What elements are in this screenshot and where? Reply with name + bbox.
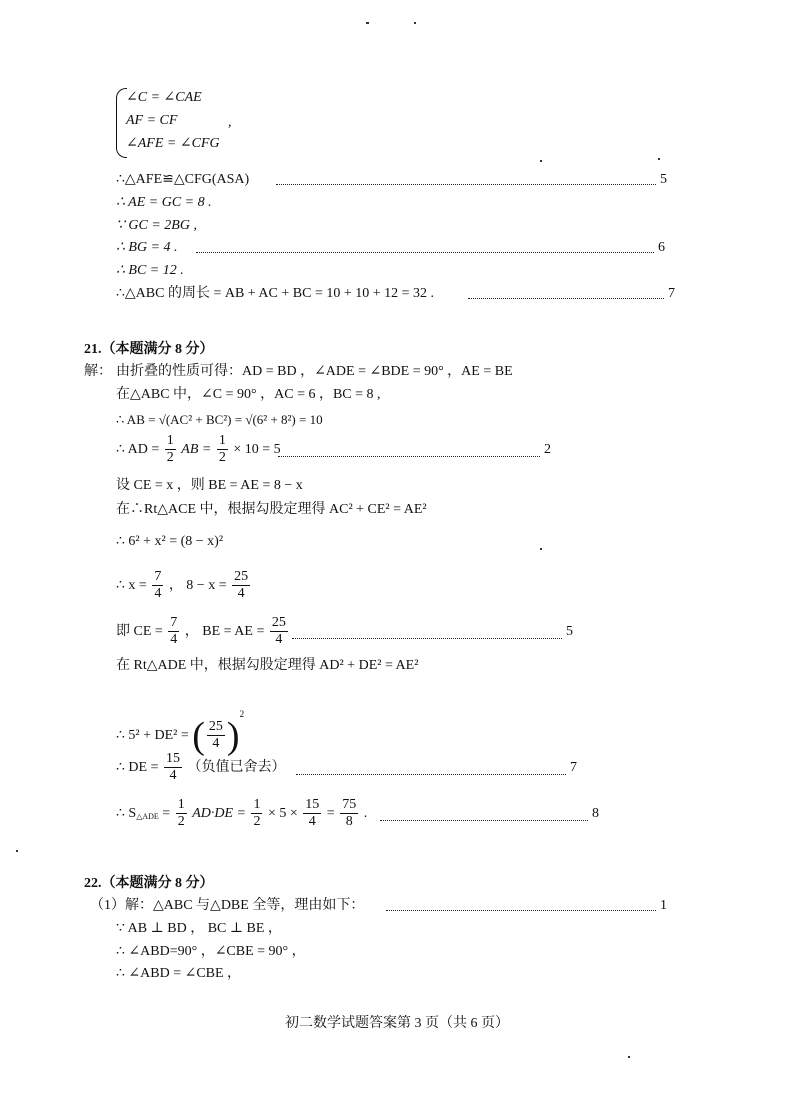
score-leader	[276, 184, 656, 185]
proof-line: ∵ GC = 2BG ,	[116, 218, 197, 233]
scan-speck	[540, 548, 542, 550]
score-mark: 1	[660, 898, 667, 913]
fraction	[270, 615, 288, 648]
score-mark: 2	[544, 442, 551, 457]
scan-speck	[658, 158, 660, 160]
q21-line-7: ∴ 6² + x² = (8 − x)²	[116, 534, 224, 549]
fraction	[176, 797, 187, 830]
solution-label: 解：	[84, 364, 112, 379]
score-mark: 7	[570, 760, 577, 775]
scan-speck	[16, 850, 18, 852]
proof-line: ∴ AE = GC = 8 .	[116, 195, 212, 210]
q21-l13-prefix: ∴ S	[116, 806, 137, 821]
q21-line-11	[116, 692, 244, 758]
q21-l4-mid: AB =	[181, 442, 212, 457]
numerator: 1	[253, 797, 261, 813]
q22-line-4: ∴ ∠ABD = ∠CBE ，	[116, 966, 242, 981]
fraction	[340, 797, 358, 830]
score-mark: 6	[658, 240, 665, 255]
scan-speck	[414, 22, 416, 24]
denominator: 2	[166, 450, 174, 466]
numerator: 75	[342, 797, 357, 813]
fraction	[168, 615, 179, 648]
fraction	[165, 433, 176, 466]
system-eq-3: ∠AFE = ∠CFG	[126, 136, 220, 151]
q21-line-13	[116, 796, 367, 835]
numerator: 7	[170, 615, 178, 631]
fraction	[207, 719, 225, 752]
score-leader	[386, 910, 656, 911]
scan-speck	[628, 1056, 630, 1058]
scan-speck	[540, 160, 542, 162]
q21-l13-eq2: =	[326, 806, 335, 821]
q21-l13-eq: =	[162, 806, 171, 821]
score-leader	[380, 820, 588, 821]
score-leader	[196, 252, 654, 253]
denominator: 4	[212, 736, 220, 752]
q22-line-3: ∴ ∠ABD=90° ，∠CBE = 90° ，	[116, 944, 306, 959]
question-21-header: 21.（本题满分 8 分）	[84, 342, 214, 357]
q21-line-2: 在△ABC 中，∠C = 90° ，AC = 6 ，BC = 8 ,	[116, 387, 381, 402]
denominator: 4	[170, 632, 178, 648]
score-leader	[468, 298, 664, 299]
denominator: 2	[253, 814, 261, 830]
score-leader	[292, 638, 562, 639]
numerator: 25	[208, 719, 223, 735]
q21-line-4	[116, 432, 281, 468]
denominator: 4	[237, 586, 245, 602]
numerator: 1	[177, 797, 185, 813]
numerator: 25	[271, 615, 286, 631]
q21-l9-prefix: 即 CE =	[116, 624, 163, 639]
proof-line: ∴ BC = 12 .	[116, 263, 184, 278]
q21-l9-mid: ， BE = AE =	[184, 624, 265, 639]
fraction	[217, 433, 228, 466]
question-22-header: 22.（本题满分 8 分）	[84, 876, 214, 891]
q21-line-3: ∴ AB = √(AC² + BC²) = √(6² + 8²) = 10	[116, 412, 323, 427]
system-eq-2: AF = CF	[126, 113, 178, 128]
q22-line-2: ∵ AB ⊥ BD ， BC ⊥ BE ，	[116, 921, 282, 936]
fraction	[164, 751, 182, 784]
q21-line-5: 设 CE = x ，则 BE = AE = 8 − x	[116, 478, 303, 493]
q22-line-1: （1）解：△ABC 与△DBE 全等，理由如下：	[90, 898, 365, 913]
q21-l4-prefix: ∴ AD =	[116, 442, 160, 457]
numerator: 15	[165, 751, 180, 767]
q21-line-12	[116, 750, 285, 786]
fraction	[152, 569, 163, 602]
numerator: 1	[218, 433, 226, 449]
denominator: 8	[345, 814, 353, 830]
score-mark: 7	[668, 286, 675, 301]
system-trail: ,	[228, 115, 232, 130]
subscript: △ADE	[136, 812, 159, 821]
score-leader	[296, 774, 566, 775]
q21-line-6: 在∴Rt△ACE 中，根据勾股定理得 AC² + CE² = AE²	[116, 502, 427, 517]
right-paren: )	[226, 714, 240, 757]
q21-l13-mid2: × 5 ×	[267, 806, 298, 821]
denominator: 2	[218, 450, 226, 466]
denominator: 4	[169, 768, 177, 784]
numerator: 25	[234, 569, 249, 585]
system-eq-1: ∠C = ∠CAE	[126, 90, 202, 105]
q21-line-10: 在 Rt△ADE 中，根据勾股定理得 AD² + DE² = AE²	[116, 658, 419, 673]
denominator: 4	[308, 814, 316, 830]
fraction	[303, 797, 321, 830]
proof-line: ∴△AFE≌△CFG(ASA)	[116, 172, 250, 187]
q21-line-9	[116, 614, 290, 650]
denominator: 4	[275, 632, 283, 648]
fraction	[232, 569, 250, 602]
score-leader	[278, 456, 540, 457]
page-footer: 初二数学试题答案第 3 页（共 6 页）	[285, 1016, 509, 1031]
score-mark: 5	[660, 172, 667, 187]
denominator: 4	[154, 586, 162, 602]
q21-l13-end: .	[363, 806, 368, 821]
q21-line-8	[116, 568, 252, 604]
denominator: 2	[177, 814, 185, 830]
numerator: 1	[166, 433, 174, 449]
proof-line: ∴ BG = 4 .	[116, 240, 178, 255]
scan-speck	[366, 22, 369, 24]
fraction	[251, 797, 262, 830]
exponent: 2	[239, 709, 245, 719]
q21-l12-prefix: ∴ DE =	[116, 760, 159, 775]
q21-l11-prefix: ∴ 5² + DE² =	[116, 728, 189, 743]
q21-l12-note: （负值已舍去）	[187, 760, 286, 775]
q21-l13-mid: AD·DE =	[192, 806, 246, 821]
score-mark: 8	[592, 806, 599, 821]
q21-l8-mid: ， 8 − x =	[168, 578, 227, 593]
numerator: 7	[154, 569, 162, 585]
q21-l4-end: × 10 = 5	[233, 442, 281, 457]
left-paren: (	[192, 714, 205, 757]
numerator: 15	[305, 797, 320, 813]
q21-line-1: 由折叠的性质可得：AD = BD ，∠ADE = ∠BDE = 90° ，AE = BE	[116, 364, 513, 379]
score-mark: 5	[566, 624, 573, 639]
proof-line: ∴△ABC 的周长 = AB + AC + BC = 10 + 10 + 12 = 32 .	[116, 286, 435, 301]
q21-l8-prefix: ∴ x =	[116, 578, 147, 593]
